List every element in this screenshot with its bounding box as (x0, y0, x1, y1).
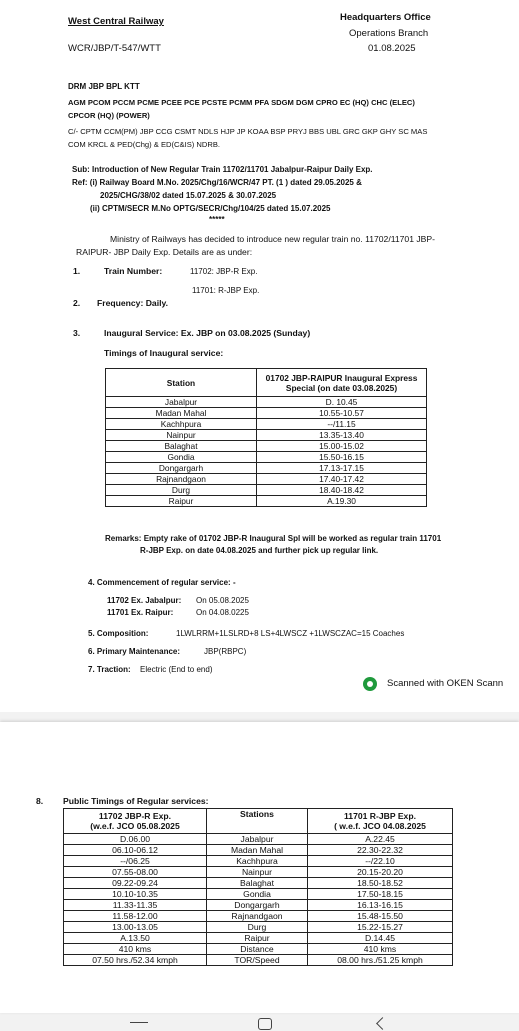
down-distance-cell: 410 kms (64, 944, 207, 955)
copy-to-line-2: COM KRCL & PED(Chg) & ED(C&IS) NDRB. (68, 140, 221, 149)
station-cell: Kachhpura (207, 856, 308, 867)
up-time-cell: 16.13-16.15 (308, 900, 453, 911)
stations-column-header: Stations (207, 809, 308, 834)
commencement-down-label: 11702 Ex. Jabalpur: (107, 596, 182, 605)
up-train-header-line-2: ( w.e.f. JCO 04.08.2025 (334, 821, 426, 831)
time-cell: A.19.30 (257, 496, 427, 507)
table-row (106, 496, 427, 507)
addressee-line-2: AGM PCOM PCCM PCME PCEE PCE PCSTE PCMM PFA SDGM DGM CPRO EC (HQ) CHC (ELEC) (68, 98, 415, 107)
up-time-cell: 15.22-15.27 (308, 922, 453, 933)
home-button[interactable] (258, 1018, 272, 1030)
commencement-up-label: 11701 Ex. Raipur: (107, 608, 174, 617)
table-row (64, 944, 453, 955)
down-time-cell: D.06.00 (64, 834, 207, 845)
station-cell: Dongargarh (207, 900, 308, 911)
time-cell: 15.50-16.15 (257, 452, 427, 463)
station-cell: Nainpur (207, 867, 308, 878)
reference-number: WCR/JBP/T-547/WTT (68, 43, 161, 54)
station-cell: Madan Mahal (106, 408, 257, 419)
office-name: Headquarters Office (340, 12, 431, 23)
down-time-cell: 10.10-10.35 (64, 889, 207, 900)
commencement-up-date: On 04.08.0225 (196, 608, 249, 617)
scanner-watermark: Scanned with OKEN Scann (387, 678, 504, 689)
inaugural-timings-heading: Timings of Inaugural service: (104, 348, 224, 358)
station-cell: Gondia (207, 889, 308, 900)
addressee-line-1: DRM JBP BPL KTT (68, 82, 140, 91)
time-cell: 17.13-17.15 (257, 463, 427, 474)
up-distance-cell: 410 kms (308, 944, 453, 955)
train-number-down: 11702: JBP-R Exp. (190, 267, 258, 276)
down-time-cell: 13.00-13.05 (64, 922, 207, 933)
recent-apps-button[interactable] (130, 1022, 148, 1031)
station-cell: Gondia (106, 452, 257, 463)
down-speed-cell: 07.50 hrs./52.34 kmph (64, 955, 207, 966)
branch-name: Operations Branch (349, 28, 429, 39)
regular-timings-table (63, 808, 453, 966)
up-time-cell: 22.30-22.32 (308, 845, 453, 856)
time-cell: 15.00-15.02 (257, 441, 427, 452)
org-name: West Central Railway (68, 16, 164, 27)
table-row (106, 408, 427, 419)
table-row (64, 856, 453, 867)
inaugural-service: Inaugural Service: Ex. JBP on 03.08.2025 (Sunday) (104, 328, 311, 338)
table-row (106, 430, 427, 441)
table-row (64, 933, 453, 944)
time-cell: 13.35-13.40 (257, 430, 427, 441)
section-8-title: Public Timings of Regular services: (63, 796, 209, 806)
down-time-cell: 11.33-11.35 (64, 900, 207, 911)
station-cell: Kachhpura (106, 419, 257, 430)
remarks-line-1: Remarks: Empty rake of 01702 JBP-R Inaugural Spl will be worked as regular train 11701 (105, 534, 442, 543)
up-time-cell: 20.15-20.20 (308, 867, 453, 878)
intro-line-1: Ministry of Railways has decided to introduce new regular train no. 11702/11701 JBP- (110, 234, 435, 244)
table-row (64, 900, 453, 911)
reference-line-2: 2025/CHG/38/02 dated 15.07.2025 & 30.07.2025 (100, 191, 277, 200)
train-number-up: 11701: R-JBP Exp. (192, 286, 260, 295)
reference-line-3: (ii) CPTM/SECR M.No OPTG/SECR/Chg/104/25 dated 15.07.2025 (90, 204, 331, 213)
station-cell: Raipur (207, 933, 308, 944)
table-row (106, 441, 427, 452)
item-1-number: 1. (73, 266, 81, 276)
station-cell: Durg (207, 922, 308, 933)
down-time-cell: 09.22-09.24 (64, 878, 207, 889)
station-cell: Nainpur (106, 430, 257, 441)
station-cell: Balaghat (106, 441, 257, 452)
station-cell: Rajnandgaon (207, 911, 308, 922)
up-time-cell: 17.50-18.15 (308, 889, 453, 900)
down-time-cell: 07.55-08.00 (64, 867, 207, 878)
frequency: Frequency: Daily. (97, 298, 168, 308)
down-time-cell: --/06.25 (64, 856, 207, 867)
time-cell: --/11.15 (257, 419, 427, 430)
table-row (64, 867, 453, 878)
table-row (64, 922, 453, 933)
station-cell: Durg (106, 485, 257, 496)
table-row (64, 889, 453, 900)
scanner-logo-icon (363, 677, 377, 691)
letter-date: 01.08.2025 (368, 43, 416, 54)
table-row (106, 485, 427, 496)
traction-label: 7. Traction: (88, 665, 131, 674)
up-train-column-header (308, 809, 453, 834)
maintenance-value: JBP(RBPC) (204, 647, 247, 656)
up-time-cell: 15.48-15.50 (308, 911, 453, 922)
table-row (106, 419, 427, 430)
station-cell: Jabalpur (106, 397, 257, 408)
time-cell: 18.40-18.42 (257, 485, 427, 496)
commencement-heading: 4. Commencement of regular service: - (88, 578, 236, 587)
table-row (106, 452, 427, 463)
item-1-label: Train Number: (104, 266, 163, 276)
table-row (106, 463, 427, 474)
up-speed-cell: 08.00 hrs./51.25 kmph (308, 955, 453, 966)
inaugural-timing-column-header (257, 369, 427, 397)
inaugural-timing-header-line-1: 01702 JBP-RAIPUR Inaugural Express (265, 372, 418, 383)
down-train-header-line-1: 11702 JBP-R Exp. (98, 811, 172, 821)
table-row (106, 474, 427, 485)
inaugural-timings-table (105, 368, 427, 507)
time-cell: 17.40-17.42 (257, 474, 427, 485)
down-time-cell: 06.10-06.12 (64, 845, 207, 856)
maintenance-label: 6. Primary Maintenance: (88, 647, 181, 656)
subject-line: Sub: Introduction of New Regular Train 11702/11701 Jabalpur-Raipur Daily Exp. (72, 165, 373, 174)
reference-line-1: Ref: (i) Railway Board M.No. 2025/Chg/16/WCR/47 PT. (1 ) dated 29.05.2025 & (72, 178, 362, 187)
item-3-number: 3. (73, 328, 81, 338)
station-cell: Raipur (106, 496, 257, 507)
station-cell: Jabalpur (207, 834, 308, 845)
up-time-cell: A.22.45 (308, 834, 453, 845)
distance-label-cell: Distance (207, 944, 308, 955)
table-row (64, 834, 453, 845)
separator-stars: ***** (209, 215, 225, 224)
table-row (64, 878, 453, 889)
down-time-cell: A.13.50 (64, 933, 207, 944)
station-cell: Dongargarh (106, 463, 257, 474)
table-row (64, 845, 453, 856)
station-column-header: Station (106, 369, 257, 397)
addressee-line-3: CPCOR (HQ) (POWER) (68, 111, 150, 120)
intro-line-2: RAIPUR- JBP Daily Exp. Details are as under: (76, 247, 253, 257)
table-row (64, 955, 453, 966)
item-2-number: 2. (73, 298, 81, 308)
remarks-line-2: R-JBP Exp. on date 04.08.2025 and further pick up regular link. (140, 546, 379, 555)
station-cell: Balaghat (207, 878, 308, 889)
up-time-cell: D.14.45 (308, 933, 453, 944)
composition-value: 1LWLRRM+1LSLRD+8 LS+4LWSCZ +1LWSCZAC=15 Coaches (176, 629, 405, 638)
table-row (106, 397, 427, 408)
letter-page-2 (0, 722, 519, 1013)
commencement-down-date: On 05.08.2025 (196, 596, 249, 605)
up-train-header-line-1: 11701 R-JBP Exp. (344, 811, 416, 821)
table-row (64, 911, 453, 922)
station-cell: Rajnandgaon (106, 474, 257, 485)
copy-to-line-1: C/- CPTM CCM(PM) JBP CCG CSMT NDLS HJP JP KOAA BSP PRYJ BBS UBL GRC GKP GHY SC MAS (68, 127, 428, 136)
down-time-cell: 11.58-12.00 (64, 911, 207, 922)
station-cell: Madan Mahal (207, 845, 308, 856)
time-cell: 10.55-10.57 (257, 408, 427, 419)
inaugural-timing-header-line-2: Special (on date 03.08.2025) (285, 382, 398, 393)
time-cell: D. 10.45 (257, 397, 427, 408)
section-8-number: 8. (36, 796, 44, 806)
traction-value: Electric (End to end) (140, 665, 213, 674)
down-train-header-line-2: (w.e.f. JCO 05.08.2025 (90, 821, 180, 831)
down-train-column-header (64, 809, 207, 834)
up-time-cell: --/22.10 (308, 856, 453, 867)
speed-label-cell: TOR/Speed (207, 955, 308, 966)
up-time-cell: 18.50-18.52 (308, 878, 453, 889)
composition-label: 5. Composition: (88, 629, 149, 638)
